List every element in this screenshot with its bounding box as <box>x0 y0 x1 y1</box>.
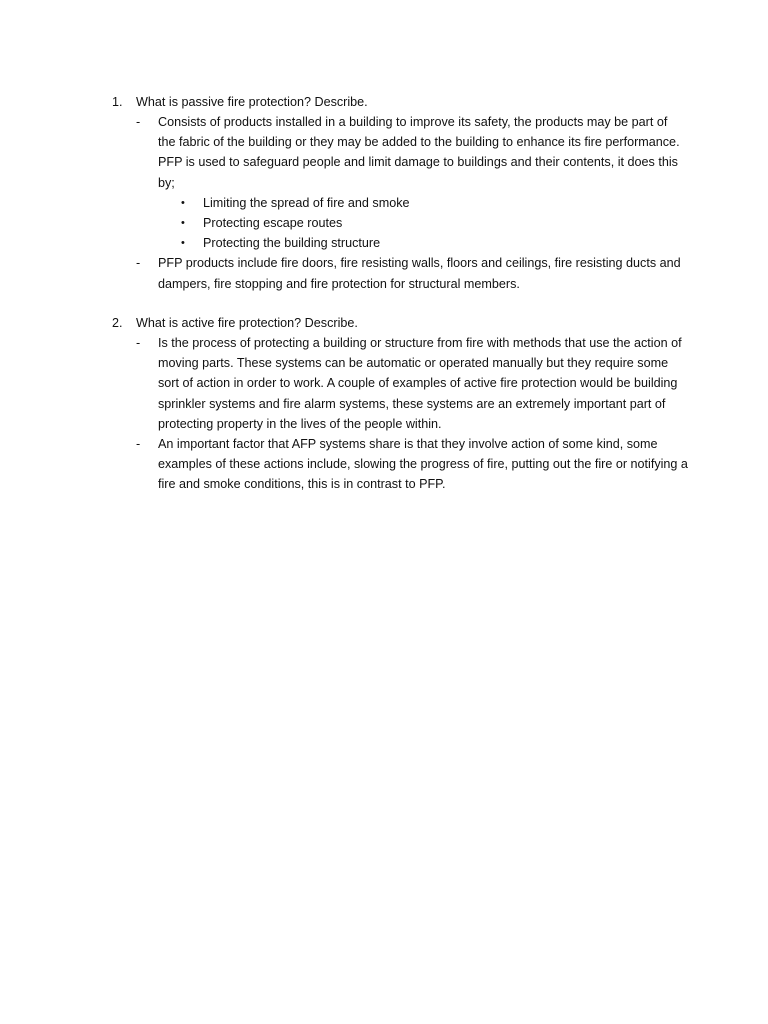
question-1-heading <box>112 92 672 112</box>
bullet-marker: • <box>181 217 185 230</box>
bullet-item-2 <box>112 213 672 233</box>
dash-marker: - <box>136 115 141 129</box>
bullet-item-1 <box>112 193 672 213</box>
bullet-marker: • <box>181 237 185 250</box>
question-2-section <box>112 313 688 495</box>
question-2-answer-paragraph-1 <box>112 333 682 434</box>
question-1-paragraph-1-text: Consists of products installed in a building to improve its safety, the products may be part of the fabric of the building or they may be added to the building to enhance its fire performance. PFP is used to safeguard people and limit damage to buildings and their contents, it does this by; <box>158 115 680 190</box>
bullet-item-3 <box>112 233 672 253</box>
bullet-item-3-text: Protecting the building structure <box>203 236 381 251</box>
dash-marker: - <box>136 336 141 350</box>
question-1-answer-paragraph-1 <box>112 112 680 193</box>
question-1-title: What is passive fire protection? Describe. <box>136 95 368 109</box>
question-2-title: What is active fire protection? Describe. <box>136 316 358 330</box>
question-2-paragraph-2-text: An important factor that AFP systems share is that they involve action of some kind, some examples of these actions include, slowing the progress of fire, putting out the fire or notifying a fire and smoke conditions, this is in contrast to PFP. <box>158 437 688 492</box>
question-1-answer-paragraph-2 <box>112 253 681 293</box>
question-2-answer-paragraph-2 <box>112 434 688 495</box>
question-1-section <box>112 92 681 294</box>
bullet-item-2-text: Protecting escape routes <box>203 216 343 231</box>
question-2-number: 2. <box>112 316 123 330</box>
dash-marker: - <box>136 437 141 452</box>
question-2-paragraph-1-text: Is the process of protecting a building or structure from fire with methods that use the action of moving parts. These systems can be automatic or operated manually but they require some sort of action in order to work. A couple of examples of active fire protection would be building sprinkler systems and fire alarm systems, these systems are an extremely important part of protecting property in the lives of the people within. <box>158 336 682 431</box>
question-2-heading <box>112 313 672 333</box>
question-1-paragraph-2-text: PFP products include fire doors, fire resisting walls, floors and ceilings, fire resisting ducts and dampers, fire stopping and fire protection for structural members. <box>158 256 681 291</box>
dash-marker: - <box>136 256 141 271</box>
question-1-number: 1. <box>112 95 123 109</box>
question-1-bullet-list <box>112 193 672 254</box>
bullet-item-1-text: Limiting the spread of fire and smoke <box>203 195 410 210</box>
bullet-marker: • <box>181 196 185 209</box>
